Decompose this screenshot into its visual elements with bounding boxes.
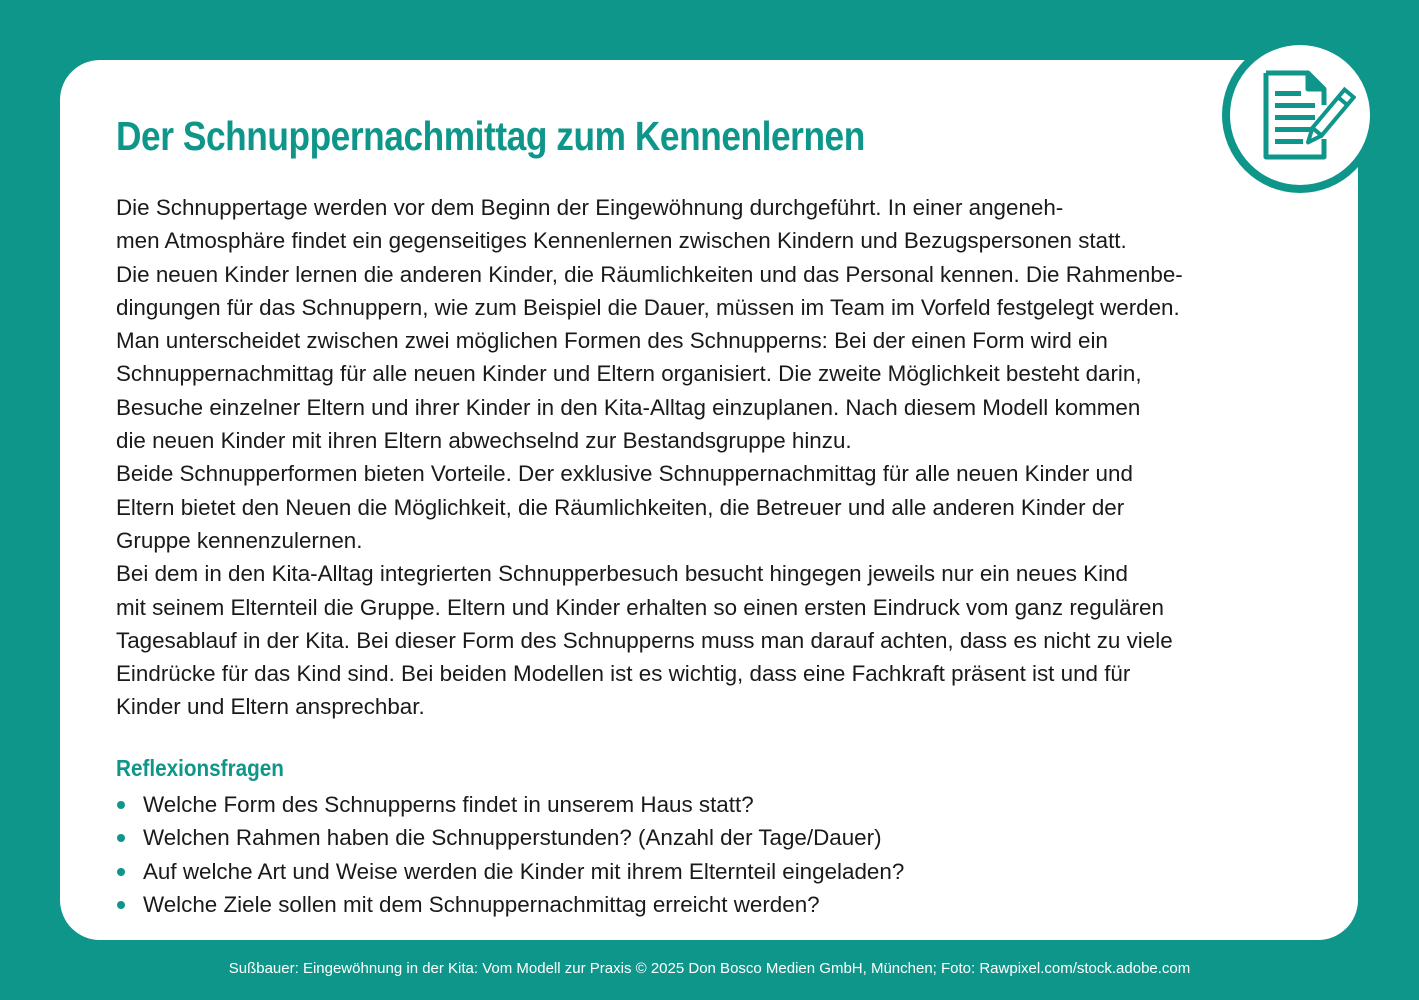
question-text: Auf welche Art und Weise werden die Kinder mit ihrem Elternteil eingeladen?: [143, 858, 905, 884]
body-line: Die Schnuppertage werden vor dem Beginn der Eingewöhnung durchgeführt. In einer angeneh-: [116, 195, 1064, 220]
body-line: Eltern bietet den Neuen die Möglichkeit, die Räumlichkeiten, die Betreuer und alle anderen Kinder der: [116, 494, 1125, 520]
question-item: [116, 788, 904, 821]
body-line: Die neuen Kinder lernen die anderen Kinder, die Räumlichkeiten und das Personal kennen. Die Rahmenbe-: [116, 261, 1183, 287]
body-line: Besuche einzelner Eltern und ihrer Kinder in den Kita-Alltag einzuplanen. Nach diesem Modell kommen: [116, 394, 1141, 420]
bullet-icon: [117, 901, 125, 909]
body-line: Tagesablauf in der Kita. Bei dieser Form des Schnupperns muss man darauf achten, dass es nicht zu viele: [116, 627, 1173, 653]
question-item: [116, 855, 904, 888]
question-item: [116, 821, 904, 854]
body-line: die neuen Kinder mit ihren Eltern abwechselnd zur Bestandsgruppe hinzu.: [116, 428, 852, 454]
body-line: mit seinem Elternteil die Gruppe. Eltern und Kinder erhalten so einen ersten Eindruck vom ganz regulären: [116, 594, 1164, 620]
bullet-icon: [117, 801, 125, 809]
body-line: Schnuppernachmittag für alle neuen Kinder und Eltern organisiert. Die zweite Möglichkeit besteht darin,: [116, 361, 1142, 387]
body-line: Eindrücke für das Kind sind. Bei beiden Modellen ist es wichtig, dass eine Fachkraft präsent ist und für: [116, 661, 1131, 687]
question-text: Welchen Rahmen haben die Schnupperstunden? (Anzahl der Tage/Dauer): [143, 825, 882, 851]
body-line: dingungen für das Schnuppern, wie zum Beispiel die Dauer, müssen im Team im Vorfeld festgelegt werden.: [116, 294, 1180, 320]
badge-inner: [1230, 45, 1370, 185]
bullet-icon: [117, 868, 125, 876]
body-line: Beide Schnupperformen bieten Vorteile. Der exklusive Schnuppernachmittag für alle neuen Kinder und: [116, 461, 1133, 487]
reflection-heading: Reflexionsfragen: [116, 755, 284, 781]
reflection-questions: [116, 788, 904, 921]
question-text: Welche Ziele sollen mit dem Schnuppernachmittag erreicht werden?: [143, 891, 820, 917]
body-text: [116, 191, 1316, 724]
document-pencil-icon: [1244, 59, 1356, 171]
question-item: [116, 888, 904, 921]
page-title: Der Schnuppernachmittag zum Kennenlernen: [116, 113, 865, 159]
question-text: Welche Form des Schnupperns findet in unserem Haus statt?: [143, 792, 754, 817]
footer-credit: Sußbauer: Eingewöhnung in der Kita: Vom Modell zur Praxis © 2025 Don Bosco Medien GmbH, München; Foto: Rawpixel.com/stock.adobe.com: [228, 960, 1191, 977]
body-line: Kinder und Eltern ansprechbar.: [116, 694, 425, 720]
body-line: Bei dem in den Kita-Alltag integrierten Schnupperbesuch besucht hingegen jeweils nur ein neues Kind: [116, 561, 1128, 587]
body-line: Gruppe kennenzulernen.: [116, 527, 363, 553]
body-line: men Atmosphäre findet ein gegenseitiges Kennenlernen zwischen Kindern und Bezugspersonen statt.: [116, 228, 1127, 254]
document-badge: [1222, 37, 1378, 193]
body-line: Man unterscheidet zwischen zwei möglichen Formen des Schnupperns: Bei der einen Form wird ein: [116, 328, 1108, 354]
bullet-icon: [117, 834, 125, 842]
